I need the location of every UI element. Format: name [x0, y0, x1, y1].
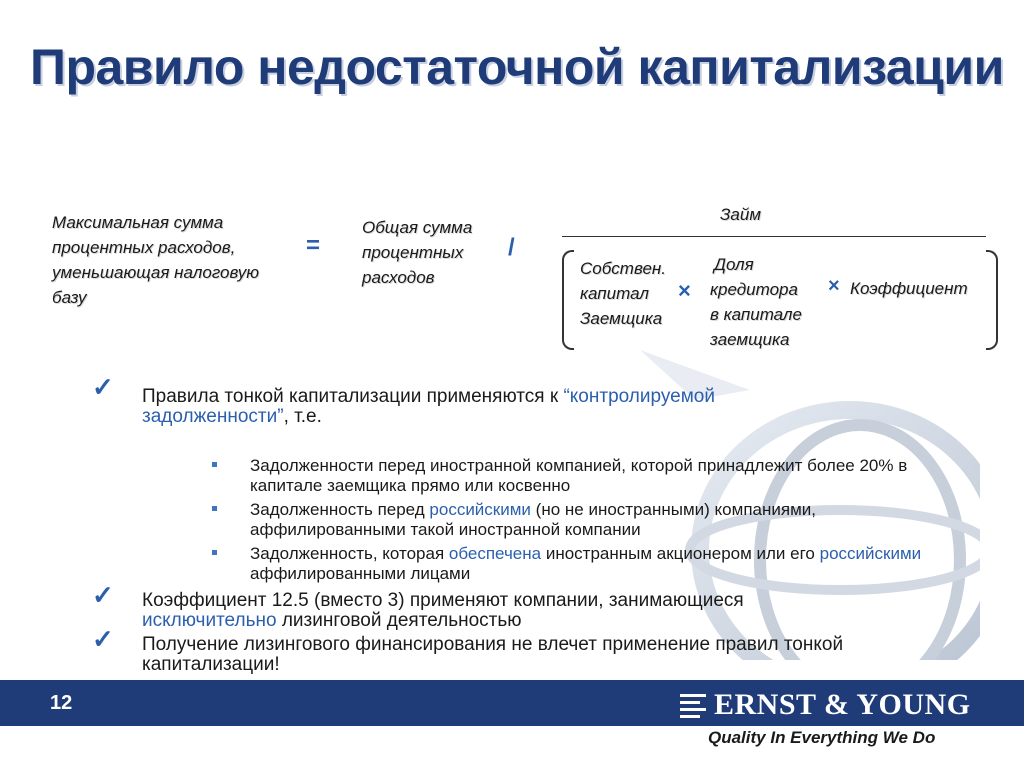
check-icon: ✓: [92, 580, 114, 610]
formula-term-coefficient: Коэффициент: [850, 279, 968, 298]
point-text: Правила тонкой капитализации применяются к: [142, 386, 564, 407]
formula-left-line: процентных расходов,: [52, 238, 236, 257]
formula-term-equity: [580, 256, 666, 331]
bullet-text: Задолженность перед: [250, 500, 430, 519]
bullet-text: (но не иностранными) компаниями, аффилированными такой иностранной компании: [250, 500, 816, 539]
times-sign: ×: [678, 278, 691, 303]
highlight-text: исключительно: [142, 610, 277, 631]
bullet-icon: [212, 550, 217, 555]
left-bracket: [562, 250, 574, 350]
term-equity-line: Собствен.: [580, 259, 666, 278]
highlight-text: “контролируемой задолженности”: [142, 386, 715, 427]
list-item: [212, 456, 972, 496]
point-text: лизинговой деятельностью: [276, 610, 522, 631]
bullet-icon: [212, 462, 217, 467]
times-sign: ×: [828, 275, 840, 297]
bullet-icon: [212, 506, 217, 511]
highlight-text: обеспечена: [448, 544, 542, 563]
formula-left-line: Максимальная сумма: [52, 213, 224, 232]
formula-left: [52, 210, 259, 310]
term-share-line: кредитора: [710, 280, 798, 299]
list-item: [212, 544, 972, 584]
formula-middle-line: расходов: [362, 268, 435, 287]
check-icon: ✓: [92, 624, 114, 654]
check-icon: ✓: [92, 372, 114, 402]
formula-term-share: [710, 252, 802, 352]
point-text: Получение лизингового финансирования не влечет применение правил тонкой капитализации!: [142, 634, 844, 675]
bullet-text: иностранным акционером или его: [541, 544, 820, 563]
bullet-text: Задолженности перед иностранной компанией, которой принадлежит более 20% в капитале заемщика прямо или косвенно: [250, 456, 908, 495]
formula-left-line: уменьшающая налоговую: [52, 263, 260, 282]
formula-numerator: Займ: [720, 205, 761, 224]
logo-text: ERNST & YOUNG: [714, 688, 971, 721]
highlight-text: российскими: [429, 500, 531, 519]
slide-title: Правило недостаточной капитализации: [30, 39, 1004, 95]
formula-left-line: базу: [52, 288, 87, 307]
formula-middle-line: процентных: [362, 243, 464, 262]
point-controlled-debt: [142, 387, 842, 427]
formula-middle-line: Общая сумма: [362, 218, 473, 237]
bullet-text: аффилированными лицами: [250, 564, 471, 583]
company-logo: [680, 688, 971, 722]
term-share-line: заемщика: [710, 330, 790, 349]
point-text: Коэффициент 12.5 (вместо 3) применяют компании, занимающиеся: [142, 590, 744, 611]
equals-sign: =: [306, 232, 321, 259]
right-bracket: [986, 250, 998, 350]
term-share-line: в капитале: [710, 305, 802, 324]
point-leasing-financing: [142, 635, 922, 675]
page-number: 12: [50, 692, 73, 714]
list-item: [212, 500, 972, 540]
divide-sign: /: [508, 234, 515, 261]
term-equity-line: Заемщика: [580, 309, 663, 328]
tagline: Quality In Everything We Do: [708, 728, 936, 747]
debt-types-list: [212, 456, 972, 588]
term-share-line: Доля: [714, 255, 754, 274]
term-equity-line: капитал: [580, 284, 649, 303]
formula-middle: [362, 215, 472, 290]
fraction-line: [562, 236, 986, 237]
bullet-text: Задолженность, которая: [250, 544, 449, 563]
logo-mark-icon: [680, 692, 706, 718]
point-text: , т.е.: [283, 406, 322, 427]
point-leasing-coefficient: [142, 591, 882, 631]
highlight-text: российскими: [819, 544, 922, 563]
